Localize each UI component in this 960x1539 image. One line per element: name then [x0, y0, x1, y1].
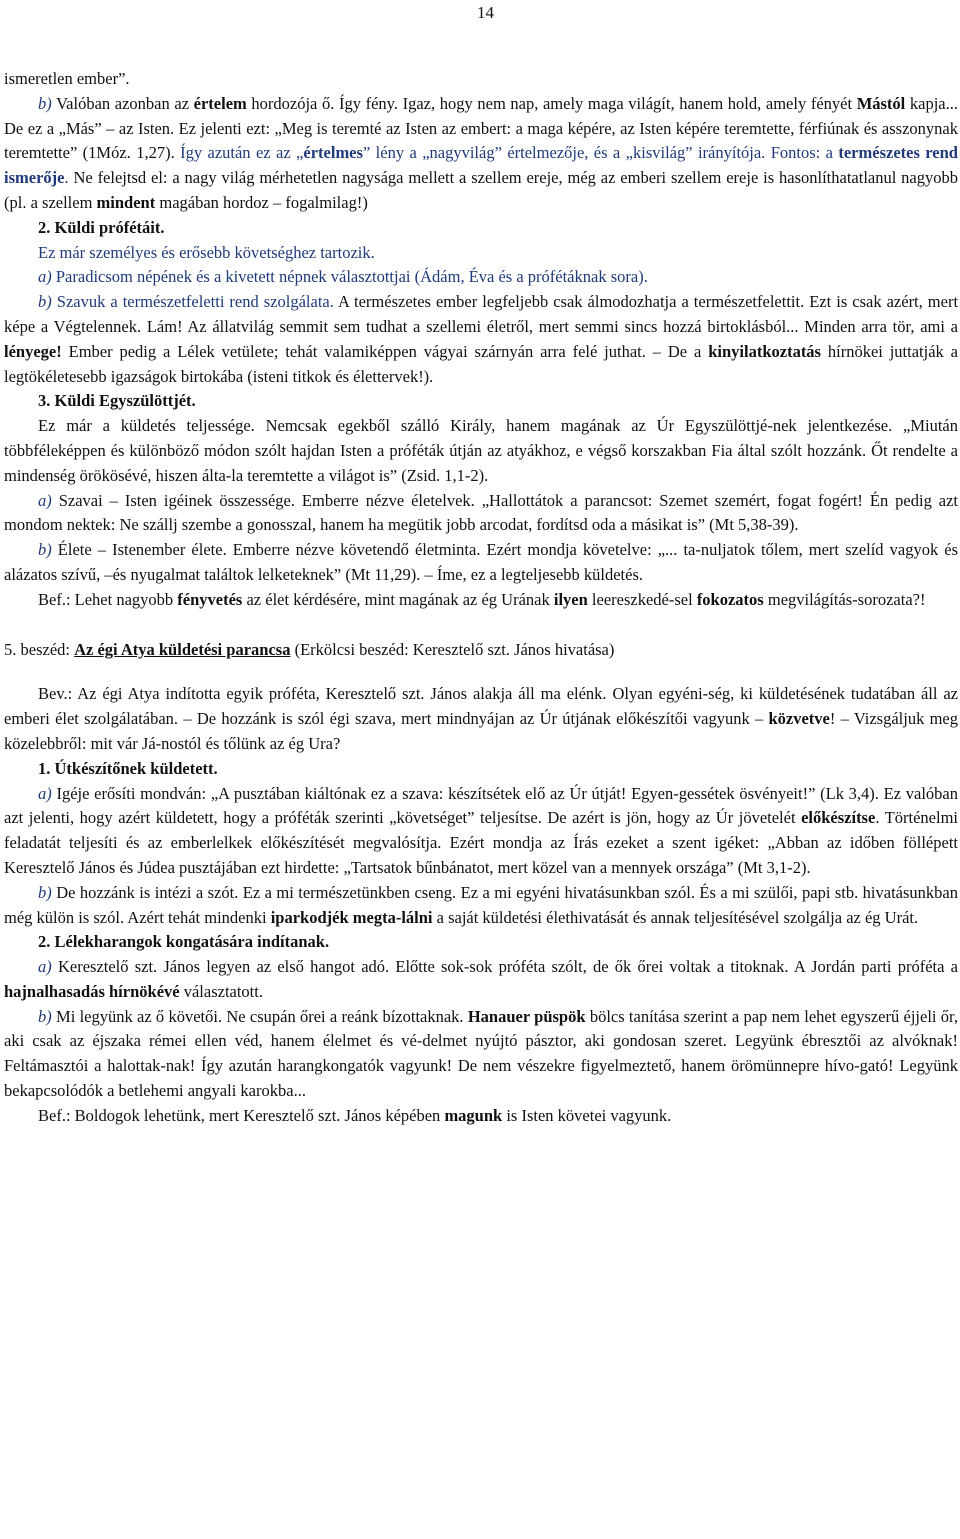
paragraph: a) Paradicsom népének és a kivetett népnek választottjai (Ádám, Éva és a prófétáknak sora). [38, 267, 648, 287]
paragraph: Bef.: Lehet nagyobb fényvetés az élet kérdésére, mint magának az ég Urának ilyen leereszkedé-sel fokozatos megvilágítás-sorozata?! [38, 589, 926, 609]
paragraph: b) Valóban azonban az értelem hordozója ő. Így fény. Igaz, hogy nem nap, amely maga világít, hanem hold, amely fényét Mástól kapja... De ez a „Más” – az Isten. Ez jelenti ezt: „Meg is teremté az Isten az embert: a maga képére, az Isten képére teremtette, férfiúnak és asszonynak teremtette” (1Móz. 1,27). Így azután ez az „értelmes” lény a „nagyvilág” értelmezője, és a „kisvilág” irányítója. Fontos: a természetes rend ismerője. Ne felejtsd el: a nagy világ mérhetetlen nagysága mellett a szellem ereje, még az emberi szellem ereje is hasonlíthatatlanul nagyobb (pl. a szellem mindent magában hordoz – fogalmilag!) [4, 93, 958, 212]
page-number: 14 [477, 3, 494, 22]
section-heading: 1. Útkészítőnek küldetett. [38, 758, 218, 778]
paragraph: b) De hozzánk is intézi a szót. Ez a mi természetünkben cseng. Ez a mi egyéni hivatásunkban szól. És a mi szülői, papi stb. hivatásunkban még külön is szól. Azért tehát mindenki iparkodjék megta-lálni a saját küldetési élethivatását és annak teljesítésével szolgálja az ég Urát. [4, 882, 958, 927]
sermon-title: 5. beszéd: Az égi Atya küldetési parancsa (Erkölcsi beszéd: Keresztelő szt. János hivatása) [4, 639, 615, 659]
paragraph: b) Élete – Istenember élete. Emberre nézve követendő életminta. Ezért mondja követelve: „... ta-nuljatok tőlem, mert szelíd vagyok és alázatos szívű, –és nyugalmat találtok lelketeknek” (Mt 11,29). – Íme, ez a legteljesebb küldetés. [4, 540, 958, 584]
paragraph: b) Szavuk a természetfeletti rend szolgálata. A természetes ember legfeljebb csak álmodozhatja a természetfelettit. Ezt is csak azért, mert képe a Végtelennek. Lám! Az állatvilág semmit sem tudhat a szellemi életről, mert semmi sincs hozzá birtoklásból... Minden arra tör, ami a lényege! Ember pedig a Lélek vetülete; tehát valamiképpen vágyai szárnyán arra felé juthat. – De a kinyilatkoztatás hírnökei juttatják a legtökéletesebb igazságok birtokába (isteni titkok és élettervek!). [4, 292, 959, 386]
section-heading: 2. Küldi prófétáit. [38, 217, 165, 237]
paragraph: a) Szavai – Isten igéinek összessége. Emberre nézve életelvek. „Hallottátok a parancsot: Szemet szemért, fogat fogért! Én pedig azt mondom nektek: Ne szállj szembe a gonosszal, hanem ha megütik jobb arcodat, fordítsd oda a másikat is” (Mt 5,38-39). [4, 490, 958, 535]
paragraph: a) Igéje erősíti mondván: „A pusztában kiáltónak ez a szava: készítsétek elő az Úr útját! Egyen-gessétek ösvényeit!” (Lk 3,4). Ez valóban azt jelenti, hogy azért küldetett, hogy a próféták szerinti „követséget” teljesítse. De azért is jön, hogy az Úr jövetelét előkészítse. Történelmi feladatát teljesíti és az emberlelkek előkészítését megvalósítja. Ezért mondja az Írás ezeket a szent igéket: „Abban az időben föllépett Keresztelő János és Júdea pusztájában ezt hirdette: „Tartsatok bűnbánatot, mert közel van a mennyek országa” (Mt 3,1-2). [4, 783, 958, 877]
paragraph: Bef.: Boldogok lehetünk, mert Keresztelő szt. János képében magunk is Isten követei vagyunk. [38, 1105, 672, 1125]
paragraph: b) Mi legyünk az ő követői. Ne csupán őrei a reánk bízottaknak. Hanauer püspök bölcs tanítása szerint a pap nem lehet egyszerű éjjeli őr, aki csak az éjszaka rémei ellen véd, hanem élelmet és vé-delmet nyújtó pásztor, aki gondosan szeret. Legyünk ébresztői az alvóknak! Feltámasztói a halottak-nak! Így azután harangkongatók vagyunk! De nem vészekre figyelmeztető, hanem örömünnepre hívo-gató! Legyünk bekapcsolódók a betlehemi angyali karokba... [4, 1006, 958, 1101]
paragraph: ismeretlen ember”. [4, 69, 130, 88]
section-heading: 3. Küldi Egyszülöttjét. [38, 391, 196, 411]
document-body [4, 67, 958, 1129]
paragraph: a) Keresztelő szt. János legyen az első hangot adó. Előtte sok-sok próféta szólt, de ők őrei voltak a titoknak. A Jordán parti próféta a hajnalhasadás hírnökévé választatott. [4, 957, 958, 1001]
paragraph: Bev.: Az égi Atya indította egyik próféta, Keresztelő szt. János alakja áll ma elénk. Olyan egyéni-ség, ki küldetésének tudatában áll az emberi élet szolgálatában. – De hozzánk is szól égi szava, mert mindnyájan az Úr útjának előkészítői vagyunk – közvetve! – Vizsgáljuk meg közelebbről: mit vár Já-nostól és tőlünk az ég Ura? [4, 684, 958, 753]
section-heading: 2. Lélekharangok kongatására indítanak. [38, 932, 330, 952]
paragraph: Ez már a küldetés teljessége. Nemcsak egekből szálló Király, hanem magának az Úr Egyszülöttjé-nek jelentkezése. „Miután többféleképpen és különböző módon szólt hajdan Isten a próféták útján az atyákhoz, e végső korszakban Fia által szólt hozzánk. Őt rendelte a mindenség örökösévé, hiszen álta-la teremtette a világot is” (Zsid. 1,1-2). [4, 416, 958, 485]
paragraph: Ez már személyes és erősebb követséghez tartozik. [38, 242, 375, 262]
